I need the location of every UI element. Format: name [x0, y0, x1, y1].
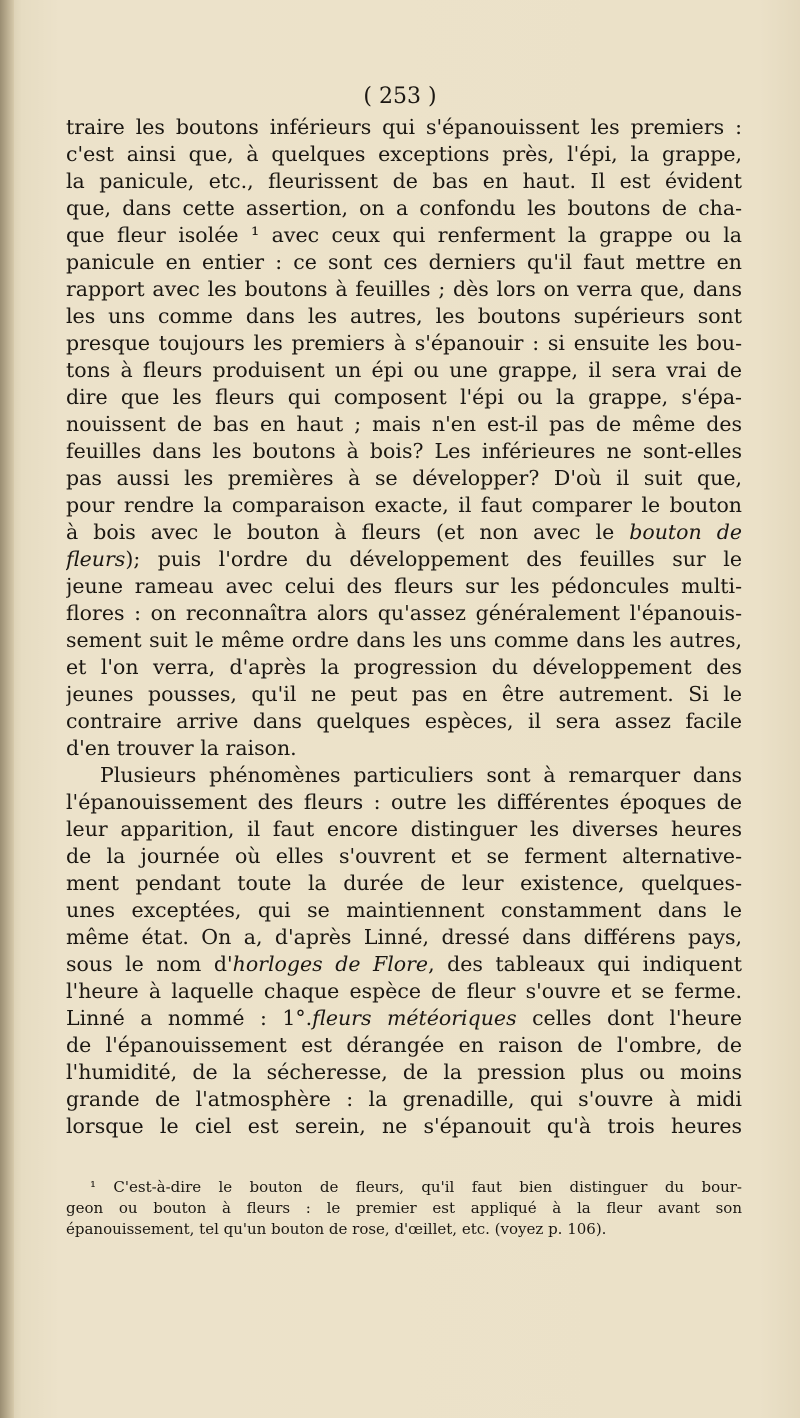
text-line: que, dans cette assertion, on a confondu les boutons de cha-: [66, 196, 742, 220]
page-number: ( 253 ): [363, 84, 437, 109]
text-line: tons à fleurs produisent un épi ou une grappe, il sera vrai de: [66, 358, 742, 382]
text-line-with-italic: [66, 519, 742, 546]
text-fragment: Linné a nommé : 1°.: [66, 1006, 313, 1030]
text-line-with-italic: [66, 1005, 742, 1032]
text-line: rapport avec les boutons à feuilles ; dès lors on verra que, dans: [66, 277, 742, 301]
text-fragment: sous le nom d': [66, 952, 233, 976]
text-line: les uns comme dans les autres, les boutons supérieurs sont: [66, 304, 742, 328]
text-line: dire que les fleurs qui composent l'épi ou la grappe, s'épa-: [66, 385, 742, 409]
text-line: de la journée où elles s'ouvrent et se ferment alternative-: [66, 844, 742, 868]
text-fragment: , des tableaux qui indiquent: [428, 952, 742, 976]
text-line-with-italic: [66, 951, 742, 978]
text-line: grande de l'atmosphère : la grenadille, qui s'ouvre à midi: [66, 1087, 742, 1111]
text-line: nouissent de bas en haut ; mais n'en est-il pas de même des: [66, 412, 742, 436]
text-line: même état. On a, d'après Linné, dressé dans différens pays,: [66, 925, 742, 949]
text-line: ment pendant toute la durée de leur existence, quelques-: [66, 871, 742, 895]
text-line: et l'on verra, d'après la progression du développement des: [66, 655, 742, 679]
text-line: l'heure à laquelle chaque espèce de fleur s'ouvre et se ferme.: [66, 979, 742, 1003]
text-fragment: à bois avec le bouton à fleurs (et non avec le: [66, 520, 615, 544]
footnote: [66, 1177, 742, 1240]
text-line-with-italic: [66, 546, 742, 573]
text-line: contraire arrive dans quelques espèces, il sera assez facile: [66, 709, 742, 733]
italic-term: bouton de: [629, 520, 742, 544]
text-line: pour rendre la comparaison exacte, il faut comparer le bouton: [66, 493, 742, 517]
footnote-line: ¹ C'est-à-dire le bouton de fleurs, qu'il faut bien distinguer du bour-: [90, 1178, 742, 1196]
italic-term: horloges de Flore: [232, 952, 429, 976]
footnote-line: épanouissement, tel qu'un bouton de rose, d'œillet, etc. (voyez p. 106).: [66, 1220, 607, 1238]
text-line: jeune rameau avec celui des fleurs sur les pédoncules multi-: [66, 574, 742, 598]
italic-term: fleurs météoriques: [312, 1006, 517, 1030]
text-line: panicule en entier : ce sont ces derniers qu'il faut mettre en: [66, 250, 742, 274]
text-line: que fleur isolée ¹ avec ceux qui renferment la grappe ou la: [66, 223, 742, 247]
text-line: la panicule, etc., fleurissent de bas en haut. Il est évident: [66, 169, 742, 193]
text-line: traire les boutons inférieurs qui s'épanouissent les premiers :: [66, 115, 742, 139]
text-line: unes exceptées, qui se maintiennent constamment dans le: [66, 898, 742, 922]
text-line: de l'épanouissement est dérangée en raison de l'ombre, de: [66, 1033, 742, 1057]
text-line: leur apparition, il faut encore distinguer les diverses heures: [66, 817, 742, 841]
text-line: feuilles dans les boutons à bois? Les inférieures ne sont-elles: [66, 439, 742, 463]
text-line: pas aussi les premières à se développer? D'où il suit que,: [66, 466, 742, 490]
footnote-line: geon ou bouton à fleurs : le premier est appliqué à la fleur avant son: [66, 1199, 742, 1217]
paragraph-start-line: Plusieurs phénomènes particuliers sont à remarquer dans: [100, 763, 742, 787]
italic-term: fleurs: [66, 547, 126, 571]
text-line: jeunes pousses, qu'il ne peut pas en être autrement. Si le: [66, 682, 742, 706]
text-fragment: celles dont l'heure: [516, 1006, 742, 1030]
text-line: flores : on reconnaîtra alors qu'assez généralement l'épanouis-: [66, 601, 742, 625]
text-fragment: ); puis l'ordre du développement des feuilles sur le: [125, 547, 742, 571]
paragraph-end-line: d'en trouver la raison.: [66, 736, 297, 760]
page-binding-edge: [0, 0, 14, 1418]
text-line: l'épanouissement des fleurs : outre les différentes époques de: [66, 790, 742, 814]
text-line: l'humidité, de la sécheresse, de la pression plus ou moins: [66, 1060, 742, 1084]
text-line: c'est ainsi que, à quelques exceptions près, l'épi, la grappe,: [66, 142, 742, 166]
text-line: presque toujours les premiers à s'épanouir : si ensuite les bou-: [66, 331, 742, 355]
body-text: [66, 114, 742, 1140]
text-line: lorsque le ciel est serein, ne s'épanouit qu'à trois heures: [66, 1114, 742, 1138]
text-line: sement suit le même ordre dans les uns comme dans les autres,: [66, 628, 742, 652]
